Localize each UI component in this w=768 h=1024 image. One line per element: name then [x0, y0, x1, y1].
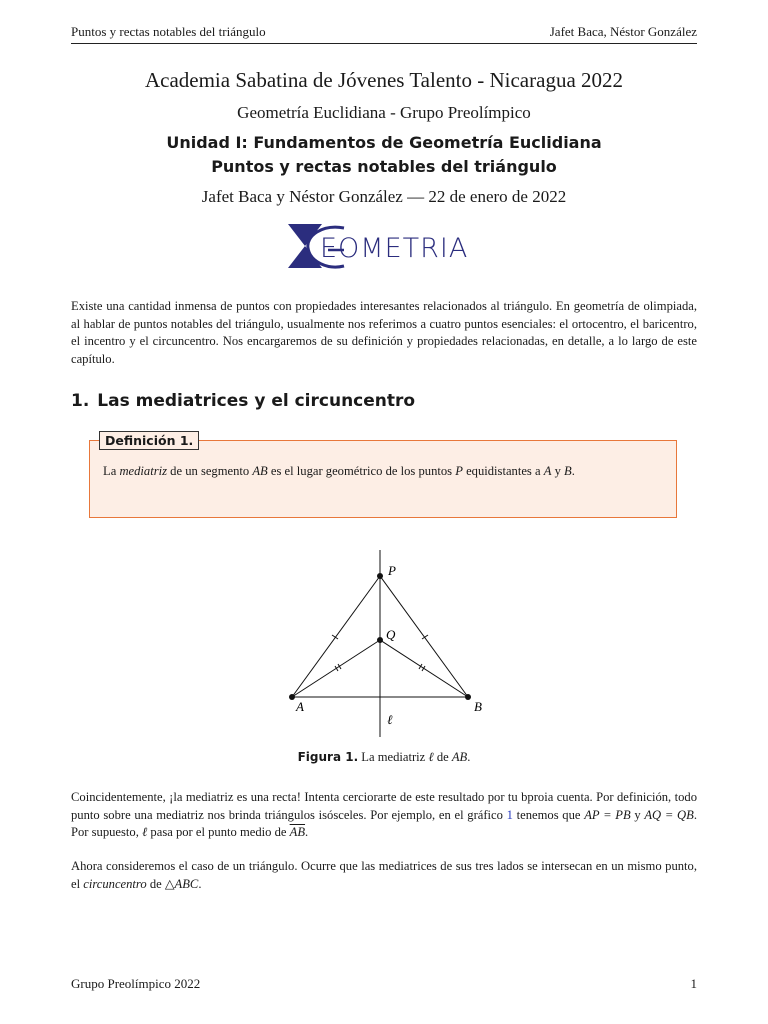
point-b [465, 694, 471, 700]
page-number: 1 [690, 976, 697, 991]
label-p: P [388, 563, 396, 578]
academy-title: Academia Sabatina de Jóvenes Talento - Nicaragua 2022 [144, 68, 624, 92]
label-l: ℓ [387, 712, 393, 727]
section-number: 1. [71, 391, 90, 411]
definition-label: Definición 1. [99, 431, 199, 450]
figure-caption: Figura 1. La mediatriz ℓ de AB. [297, 750, 471, 764]
section-title: Las mediatrices y el circuncentro [97, 391, 416, 411]
figure-caption-label: Figura 1. [297, 750, 359, 764]
perpendicular-bisector-figure [270, 545, 500, 745]
figure-reference-link[interactable]: 1 [506, 807, 513, 822]
definition-text: La mediatriz de un segmento AB es el lugar geométrico de los puntos P equidistantes a A y B. [103, 464, 575, 478]
term-circuncentro: circuncentro [83, 876, 147, 891]
logo-wordmark: EOMETRIA [320, 233, 469, 264]
running-header-title: Puntos y rectas notables del triángulo [71, 24, 266, 39]
footer-group: Grupo Preolímpico 2022 [71, 976, 201, 991]
section-heading [71, 391, 415, 411]
chapter-title: Puntos y rectas notables del triángulo [211, 157, 557, 176]
label-b: B [474, 699, 482, 714]
segment-ap [292, 576, 380, 697]
authors-date: Jafet Baca y Néstor González — 22 de enero de 2022 [201, 187, 567, 206]
point-p [377, 573, 383, 579]
label-a: A [296, 699, 304, 714]
term-mediatriz: mediatriz [119, 464, 168, 478]
paragraph-circuncentro: Ahora consideremos el caso de un triángulo. Ocurre que las mediatrices de sus tres lados se intersecan en un mismo punto, el circuncentro de △ABC. [71, 859, 697, 891]
paragraph-mediatriz-recta: Coincidentemente, ¡la mediatriz es una recta! Intenta cerciorarte de este resultado por tu bproia cuenta. Por definición, todo punto sobre una mediatriz nos brinda triángulos isósceles. Por ejemplo, en el gráfico 1 tenemos que AP = PB y AQ = QB. Por supuesto, ℓ pasa por el punto medio de $\overline{AB}$. [71, 790, 697, 839]
course-subtitle: Geometría Euclidiana - Grupo Preolímpico [237, 103, 531, 122]
intro-paragraph: Existe una cantidad inmensa de puntos con propiedades interesantes relacionados al triángulo. En geometría de olimpiada, al hablar de puntos notables del triángulo, usualmente nos referimos a cuatro puntos esenciales: el ortocentro, el baricentro, el incentro y el circuncentro. Nos encargaremos de su definición y propiedades relacionadas, en detalle, a lo largo de este capítulo. [71, 299, 697, 366]
point-q [377, 637, 383, 643]
label-q: Q [386, 627, 396, 642]
unit-title: Unidad I: Fundamentos de Geometría Euclidiana [166, 133, 602, 152]
segment-ab-overline: $\overline{AB}$ [289, 825, 306, 839]
header-rule [71, 43, 697, 44]
running-header-authors: Jafet Baca, Néstor González [549, 24, 697, 39]
point-a [289, 694, 295, 700]
